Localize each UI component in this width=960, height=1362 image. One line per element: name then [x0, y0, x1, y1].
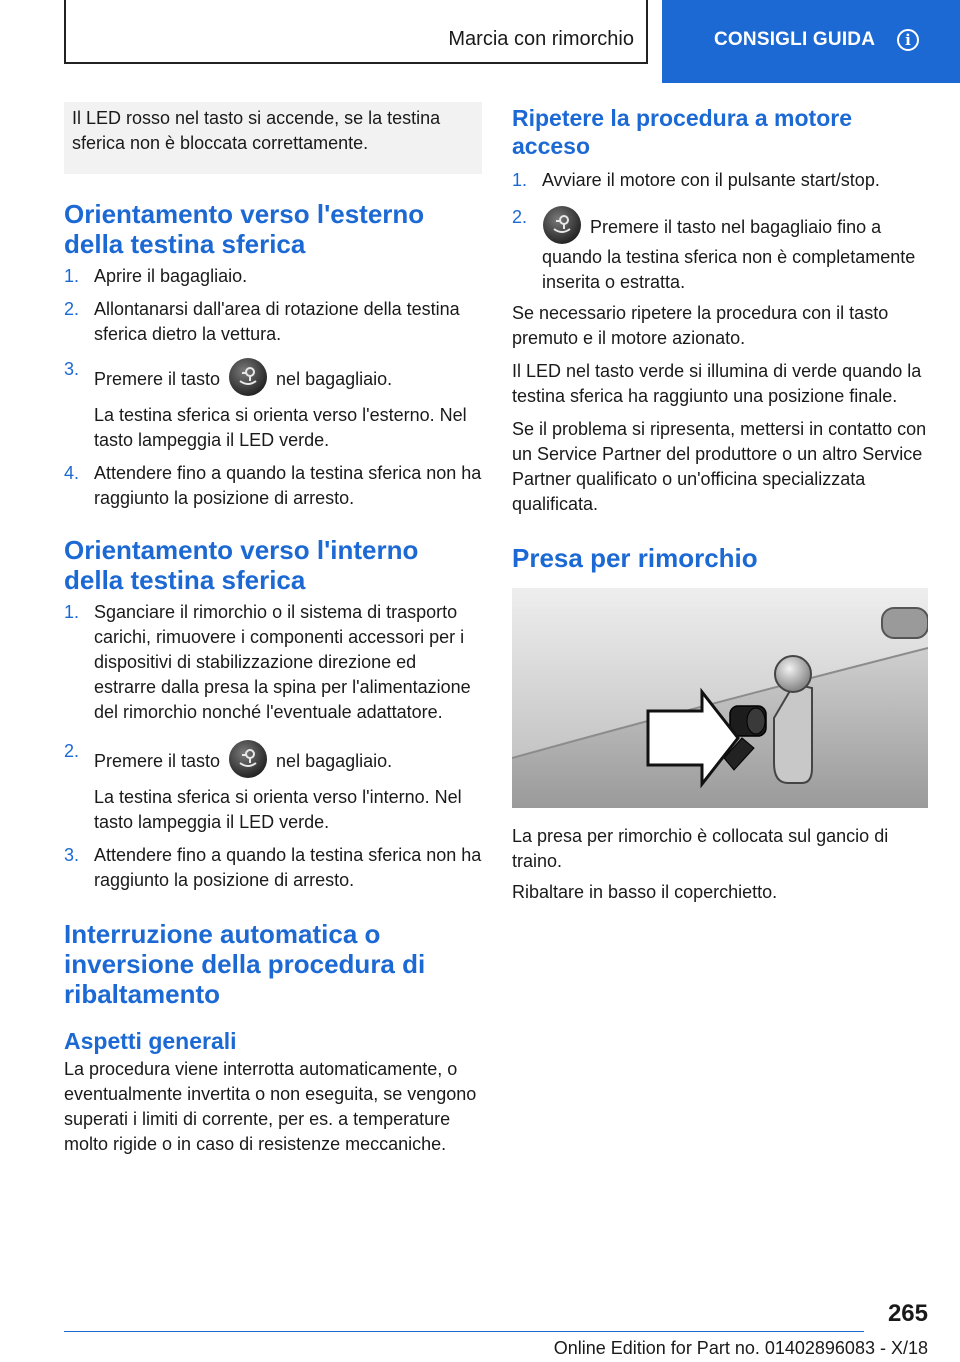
step-result: La testina sferica si orienta verso l'interno. Nel tasto lampeggia il LED verde.: [94, 787, 462, 832]
right-column: [512, 104, 930, 905]
step-text: Sganciare il rimorchio o il sistema di trasporto carichi, rimuovere i componenti accessori per i dispositivi di stabilizzazione direzione ed estrarre dalla presa la spina per l'alimentazione del rimorchio nonché l'eventuale adattatore.: [94, 602, 471, 722]
subheading-general: Aspetti generali: [64, 1028, 237, 1054]
list-item: [512, 168, 930, 193]
step-text-post: nel bagagliaio.: [276, 369, 393, 389]
note-box: [64, 102, 482, 174]
paragraph: Se il problema si ripresenta, mettersi in contatto con un Service Partner del produttore o un altro Service Partner qualificato o un'officina specializzata qualificata.: [512, 419, 927, 514]
step-text-post: nel bagagliaio.: [276, 751, 393, 771]
list-item: [64, 843, 482, 893]
paragraph: La presa per rimorchio è collocata sul gancio di traino.: [512, 826, 889, 871]
step-number: 2.: [512, 207, 528, 227]
note-text: Il LED rosso nel tasto si accende, se la testina sferica non è bloccata correttamente.: [72, 108, 441, 153]
step-number: 2.: [64, 741, 80, 761]
trailer-socket-figure: [512, 588, 928, 808]
step-text: Allontanarsi dall'area di rotazione della testina sferica dietro la vettura.: [94, 299, 460, 344]
list-item: [64, 357, 482, 453]
paragraph: Ribaltare in basso il coperchietto.: [512, 882, 778, 902]
step-text: Avviare il motore con il pulsante start/stop.: [542, 170, 880, 190]
paragraph: La procedura viene interrotta automaticamente, o eventualmente invertita o non eseguita, se vengono superati i limiti di corrente, per es. a temperature molto rigide o in caso di resistenze meccaniche.: [64, 1059, 477, 1154]
paragraph: Il LED nel tasto verde si illumina di verde quando la testina sferica ha raggiunto una posizione finale.: [512, 361, 922, 406]
heading-inward: Orientamento verso l'interno della testina sferica: [64, 535, 419, 595]
step-text: Premere il tasto nel bagagliaio fino a quando la testina sferica non è completamente inserita o estratta.: [542, 217, 916, 292]
paragraph: Se necessario ripetere la procedura con il tasto premuto e il motore azionato.: [512, 303, 889, 348]
step-number: 3.: [64, 845, 80, 865]
heading-socket: Presa per rimorchio: [512, 543, 758, 573]
list-item: [64, 297, 482, 347]
step-result: La testina sferica si orienta verso l'esterno. Nel tasto lampeggia il LED verde.: [94, 405, 467, 450]
section-title: Marcia con rimorchio: [448, 28, 634, 50]
list-item: [64, 461, 482, 511]
left-column: [64, 102, 482, 1157]
step-number: 4.: [64, 463, 80, 483]
trailer-hitch-button-icon: [542, 205, 582, 245]
page-number: 265: [887, 1300, 928, 1327]
info-icon[interactable]: i: [897, 29, 919, 51]
step-text: Attendere fino a quando la testina sferica non ha raggiunto la posizione di arresto.: [94, 845, 482, 890]
list-item: [64, 739, 482, 835]
step-number: 3.: [64, 359, 80, 379]
step-text-pre: Premere il tasto: [94, 751, 221, 771]
trailer-hitch-button-icon: [228, 739, 268, 779]
chapter-tab-label[interactable]: CONSIGLI GUIDA: [714, 29, 876, 50]
heading-outward: Orientamento verso l'esterno della testina sferica: [64, 199, 425, 259]
step-number: 1.: [512, 170, 528, 190]
list-item: [512, 201, 930, 295]
heading-interruption: Interruzione automatica o inversione della procedura di ribaltamento: [64, 919, 426, 1009]
list-item: [64, 264, 482, 289]
footer-edition: Online Edition for Part no. 01402896083 - X/18: [553, 1338, 928, 1358]
step-number: 2.: [64, 299, 80, 319]
step-number: 1.: [64, 266, 80, 286]
step-text: Attendere fino a quando la testina sferica non ha raggiunto la posizione di arresto.: [94, 463, 482, 508]
list-item: [64, 600, 482, 725]
heading-repeat: Ripetere la procedura a motore acceso: [512, 105, 852, 159]
step-text-pre: Premere il tasto: [94, 369, 221, 389]
steps-inward: [64, 600, 482, 893]
trailer-hitch-button-icon: [228, 357, 268, 397]
steps-repeat: [512, 168, 930, 295]
steps-outward: [64, 264, 482, 511]
step-text: Aprire il bagagliaio.: [94, 266, 248, 286]
footer-divider: [64, 1331, 864, 1332]
step-number: 1.: [64, 602, 80, 622]
